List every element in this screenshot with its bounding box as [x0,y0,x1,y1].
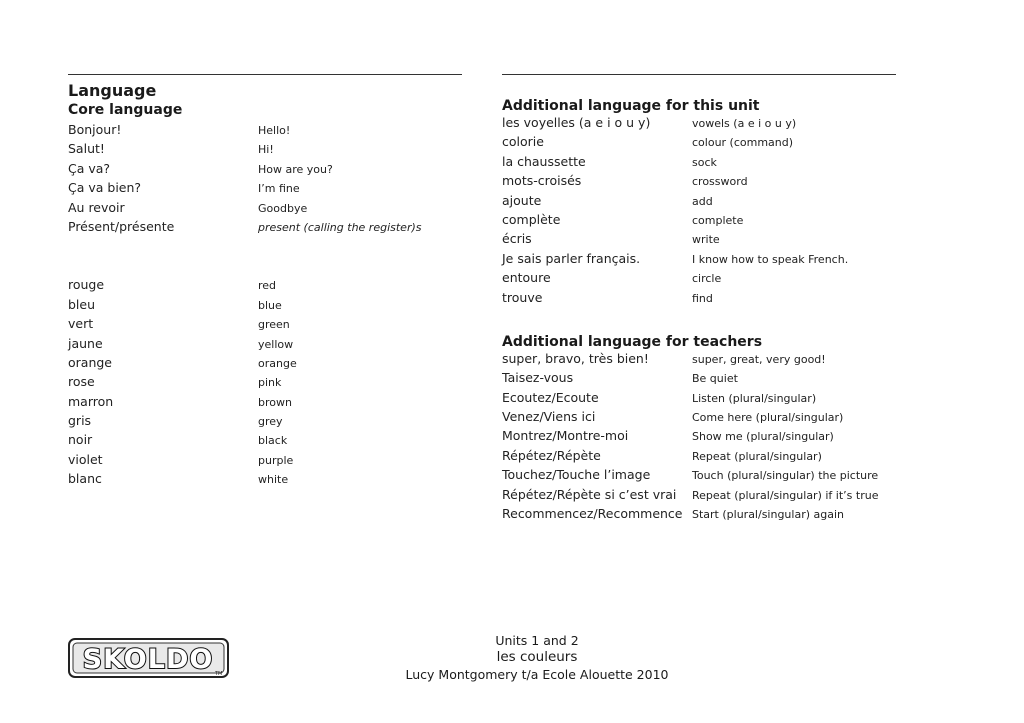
french-term: Venez/Viens ici [502,409,596,425]
english-term: How are you? [258,162,333,176]
list-item [68,316,462,335]
english-term: pink [258,376,282,390]
list-item [502,370,896,389]
list-item [68,200,462,219]
english-term: Goodbye [258,201,308,215]
english-term: white [258,473,289,487]
footer-units: Units 1 and 2 [495,633,579,648]
french-term: Répétez/Répète si c’est vrai [502,486,677,502]
list-item [68,277,462,296]
list-item [502,290,896,309]
english-term: crossword [692,175,748,189]
english-term: circle [692,272,722,286]
french-term: écris [502,231,532,247]
english-term: green [258,318,290,332]
list-item [502,115,896,134]
unit-phrase-list [502,115,896,309]
french-term: ajoute [502,192,542,208]
list-item [68,452,462,471]
french-term: Présent/présente [68,218,175,234]
french-term: Touchez/Touche l’image [502,467,651,483]
list-item [68,122,462,141]
page-footer [0,632,1024,683]
french-term: Ecoutez/Ecoute [502,389,599,405]
spacer [502,309,896,333]
right-rule [502,74,896,75]
list-item [68,394,462,413]
english-term: orange [258,356,297,370]
french-term: Au revoir [68,199,125,215]
list-item [68,161,462,180]
english-term: Listen (plural/singular) [692,391,817,405]
english-term: present (calling the register)s [258,220,422,234]
french-term: Recommencez/Recommence [502,506,683,522]
english-term: Repeat (plural/singular) if it’s true [692,488,879,502]
english-term: grey [258,415,283,429]
language-heading: Language [68,81,157,100]
english-term: colour (command) [692,136,794,150]
french-term: Bonjour! [68,122,122,137]
list-item [502,448,896,467]
french-term: jaune [68,335,103,351]
english-term: add [692,194,713,208]
french-term: Ça va bien? [68,180,142,196]
french-term: super, bravo, très bien! [502,350,649,366]
english-term: blue [258,298,282,312]
english-term: purple [258,453,294,467]
english-term: sock [692,155,717,169]
french-term: gris [68,413,92,429]
list-item [502,428,896,447]
french-term: la chaussette [502,153,586,169]
french-term: Je sais parler français. [502,250,641,266]
french-term: Taisez-vous [502,370,574,386]
english-term: Repeat (plural/singular) [692,449,822,463]
list-item [68,432,462,451]
french-term: rouge [68,277,105,293]
list-item [502,251,896,270]
list-item [502,506,896,525]
list-item [502,487,896,506]
core-phrase-list [68,122,462,238]
list-item [68,471,462,490]
list-item [502,231,896,250]
list-item [68,219,462,238]
teachers-language-heading: Additional language for teachers [502,333,763,350]
list-item [68,413,462,432]
list-item [68,355,462,374]
list-item [68,180,462,199]
french-term: rose [68,374,95,390]
english-term: Come here (plural/singular) [692,411,844,425]
french-term: entoure [502,270,551,286]
english-term: I know how to speak French. [692,252,849,266]
french-term: complète [502,211,561,227]
french-term: trouve [502,289,543,305]
french-term: mots-croisés [502,173,582,189]
list-item [502,467,896,486]
list-item [502,212,896,231]
english-term: brown [258,395,292,409]
french-term: Salut! [68,141,105,157]
english-term: red [258,279,277,293]
french-term: blanc [68,471,102,487]
french-term: les voyelles (a e i o u y) [502,115,651,130]
list-item [68,336,462,355]
list-item [502,409,896,428]
english-term: I’m fine [258,182,300,196]
footer-author: Lucy Montgomery t/a Ecole Alouette 2010 [405,667,669,682]
core-language-heading: Core language [68,102,183,118]
english-term: Touch (plural/singular) the picture [692,469,879,483]
french-term: vert [68,316,94,332]
list-item [68,297,462,316]
english-term: write [692,233,720,247]
logo-text: SKOLDO [82,644,214,675]
french-term: orange [68,354,112,370]
english-term: super, great, very good! [692,352,826,366]
english-term: black [258,434,288,448]
french-term: Montrez/Montre-moi [502,428,629,444]
list-item [502,134,896,153]
english-term: Hello! [258,124,291,137]
english-term: yellow [258,337,294,351]
core-language-section [68,74,462,491]
trademark-mark: TM [215,671,223,677]
spacer [68,238,462,277]
french-term: violet [68,451,103,467]
colour-list [68,277,462,490]
list-item [502,193,896,212]
list-item [502,390,896,409]
unit-language-heading: Additional language for this unit [502,98,760,114]
english-term: find [692,291,713,305]
english-term: Start (plural/singular) again [692,508,845,522]
list-item [502,154,896,173]
list-item [502,351,896,370]
french-term: marron [68,393,114,409]
left-rule [68,74,462,75]
english-term: Hi! [258,143,274,157]
english-term: complete [692,213,744,227]
english-term: vowels (a e i o u y) [692,117,797,130]
additional-language-section [502,74,896,525]
footer-title: les couleurs [496,649,578,665]
french-term: noir [68,432,93,448]
french-term: bleu [68,296,96,312]
list-item [68,141,462,160]
english-term: Show me (plural/singular) [692,430,834,444]
french-term: colorie [502,134,544,150]
teacher-phrase-list [502,351,896,526]
list-item [502,270,896,289]
list-item [502,173,896,192]
french-term: Ça va? [68,160,111,176]
french-term: Répétez/Répète [502,447,601,463]
english-term: Be quiet [692,372,738,386]
list-item [68,374,462,393]
